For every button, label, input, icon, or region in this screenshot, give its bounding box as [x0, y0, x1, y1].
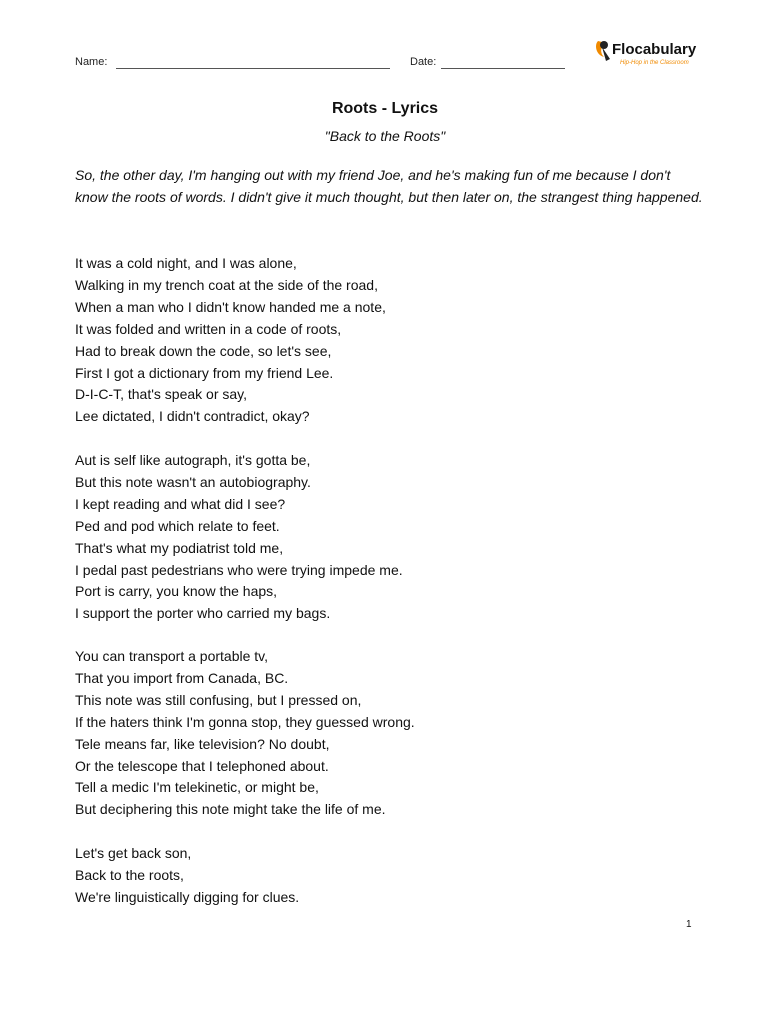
lyric-line: Let's get back son, — [75, 845, 192, 861]
lyric-line: Tell a medic I'm telekinetic, or might be, — [75, 779, 319, 796]
page-number: 1 — [686, 919, 692, 930]
lyric-line: D-I-C-T, that's speak or say, — [75, 386, 248, 403]
date-label: Date: — [410, 56, 437, 68]
lyric-line: You can transport a portable tv, — [75, 648, 269, 664]
lyric-line: I kept reading and what did I see? — [75, 495, 286, 512]
name-blank-line[interactable] — [116, 68, 390, 69]
lyric-line: Port is carry, you know the haps, — [75, 583, 278, 600]
lyric-line: We're linguistically digging for clues. — [75, 888, 300, 905]
logo-wordmark: Flocabulary — [612, 41, 697, 58]
worksheet-header — [75, 41, 697, 76]
stanza-3 — [75, 646, 705, 821]
flocabulary-logo — [592, 35, 697, 69]
lyric-line: Back to the roots, — [75, 866, 184, 883]
lyric-line: Or the telescope that I telephoned about. — [75, 757, 329, 774]
lyric-line: This note was still confusing, but I pressed on, — [75, 691, 362, 708]
lyric-line: That's what my podiatrist told me, — [75, 539, 284, 556]
lyric-line: Ped and pod which relate to feet. — [75, 517, 280, 534]
lyric-line: It was a cold night, and I was alone, — [75, 255, 297, 271]
lyric-line: Lee dictated, I didn't contradict, okay? — [75, 408, 310, 425]
lyric-line: It was folded and written in a code of roots, — [75, 320, 342, 337]
stanza-1 — [75, 253, 705, 428]
intro-paragraph: So, the other day, I'm hanging out with my friend Joe, and he's making fun of me because I don't know the roots of words. I didn't give it much thought, but then later on, the strangest thing happened. — [75, 167, 703, 205]
stanza-4 — [75, 843, 705, 909]
stanza-2 — [75, 450, 705, 625]
date-blank-line[interactable] — [441, 68, 565, 69]
lyric-line: But this note wasn't an autobiography. — [75, 473, 311, 490]
lyric-line: Had to break down the code, so let's see, — [75, 342, 332, 359]
lyric-line: I support the porter who carried my bags. — [75, 605, 331, 622]
lyric-line: I pedal past pedestrians who were trying impede me. — [75, 561, 403, 578]
lyric-line: But deciphering this note might take the life of me. — [75, 801, 386, 818]
lyric-line: Walking in my trench coat at the side of the road, — [75, 276, 378, 293]
lyric-line: Tele means far, like television? No doubt, — [75, 735, 330, 752]
lyric-line: First I got a dictionary from my friend Lee. — [75, 364, 334, 381]
lyric-line: When a man who I didn't know handed me a note, — [75, 298, 386, 315]
lyric-line: Aut is self like autograph, it's gotta be, — [75, 452, 311, 468]
lyric-line: If the haters think I'm gonna stop, they guessed wrong. — [75, 713, 415, 730]
lyric-line: That you import from Canada, BC. — [75, 669, 289, 686]
song-subtitle: "Back to the Roots" — [324, 128, 446, 144]
page-title: Roots - Lyrics — [331, 100, 439, 117]
logo-tagline: Hip-Hop in the Classroom — [620, 60, 689, 66]
name-label: Name: — [75, 56, 108, 68]
